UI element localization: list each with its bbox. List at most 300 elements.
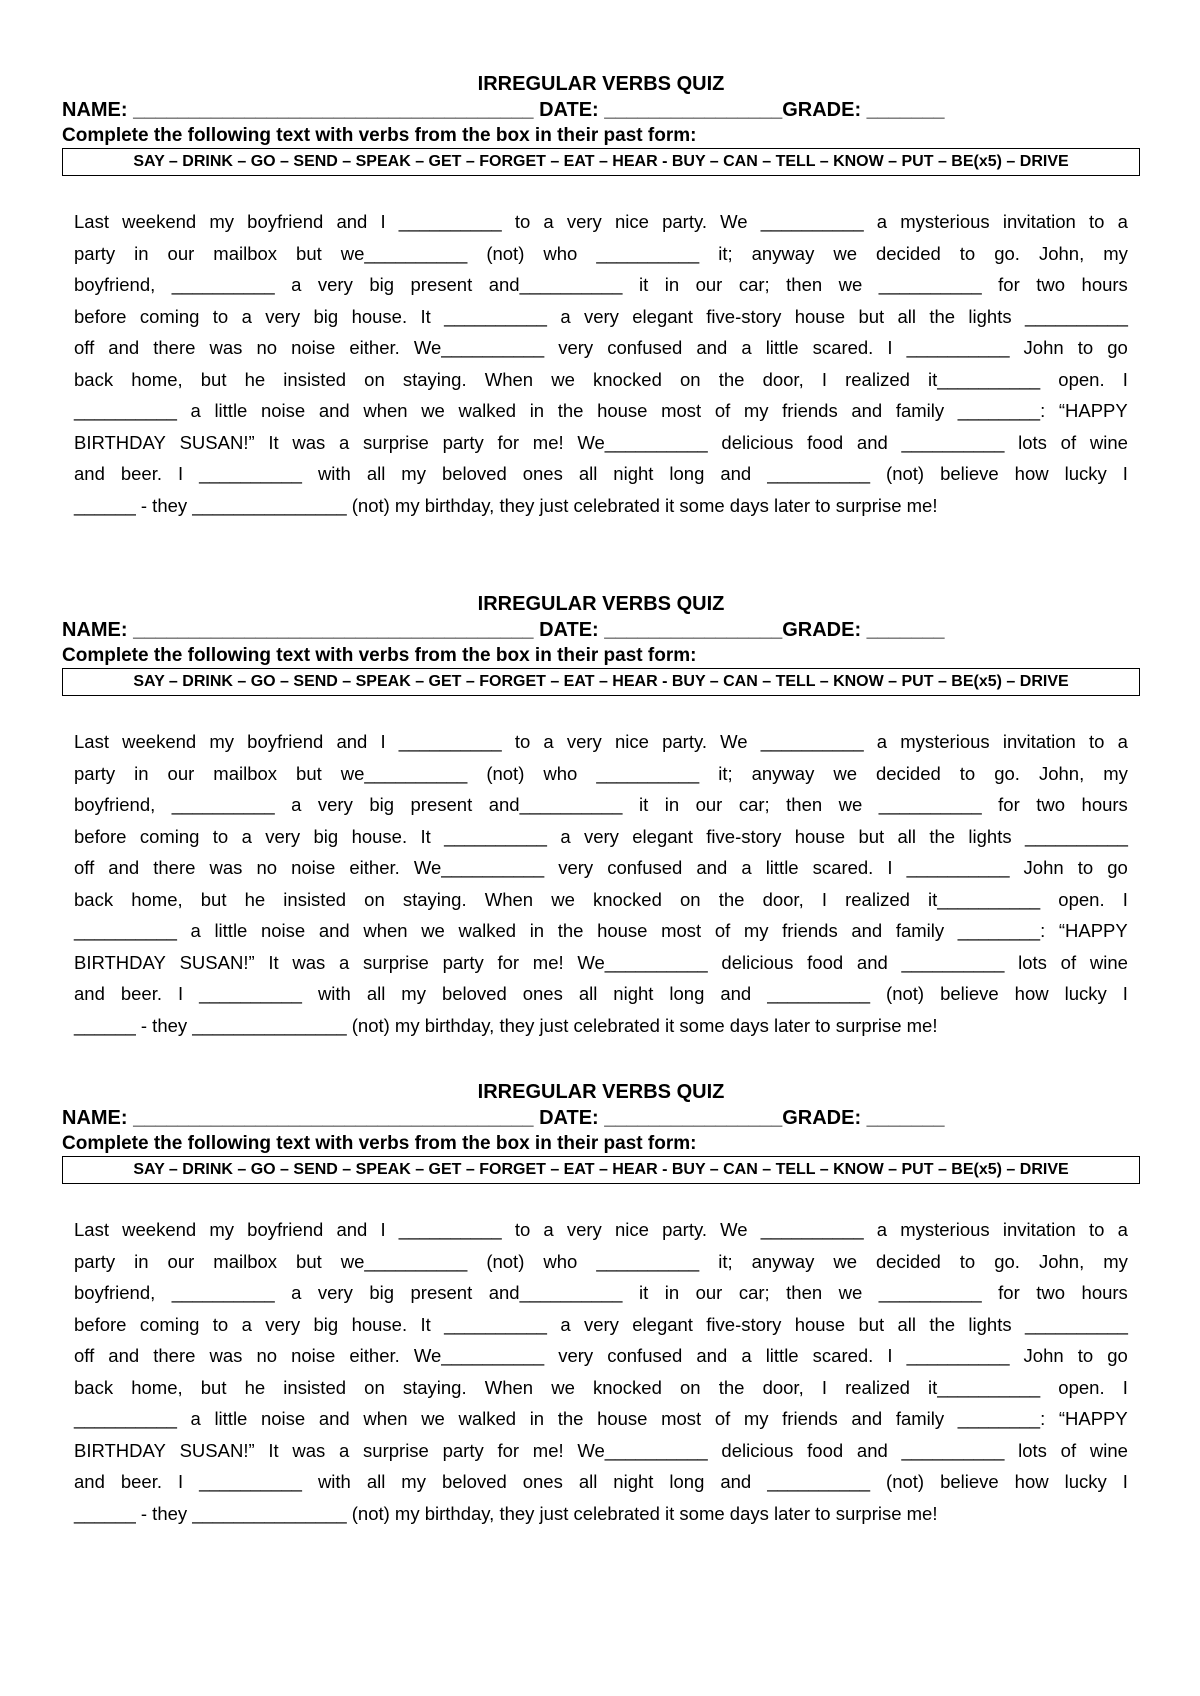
story-word: my	[401, 463, 426, 484]
story-word: surprise	[363, 431, 429, 453]
story-word: ones	[522, 463, 563, 484]
story-word: a	[339, 431, 350, 453]
story-word: BIRTHDAY	[74, 1439, 166, 1461]
story-line	[74, 821, 1128, 853]
story-word: ones	[522, 983, 563, 1004]
story-word: open.	[1058, 368, 1105, 390]
story-word: (not)	[886, 463, 925, 484]
story-word: beloved	[441, 463, 507, 484]
quiz-section	[62, 1080, 1140, 1529]
story-word: coming	[139, 825, 200, 847]
story-word: when	[363, 400, 408, 421]
name-date-grade-line: NAME: ____________________________________ DATE: ________________GRADE: _______	[62, 99, 945, 121]
story-word: was	[209, 857, 243, 878]
story-word: on	[364, 368, 385, 390]
story-word: but	[200, 888, 227, 910]
story-word: boyfriend	[247, 1219, 324, 1240]
story-line	[74, 1340, 1128, 1372]
story-word: realized	[845, 368, 910, 390]
story-word: little	[214, 1408, 248, 1429]
story-word: we	[833, 762, 857, 784]
story-word: knocked	[592, 888, 662, 910]
instructions: Complete the following text with verbs from the box in their past form:	[62, 645, 697, 666]
story-word: very	[317, 274, 353, 295]
story-word: __________	[901, 431, 1005, 453]
story-word: we	[421, 1408, 445, 1429]
story-word: noise	[291, 857, 336, 878]
verb-box: SAY – DRINK – GO – SEND – SPEAK – GET – FORGET – EAT – HEAR - BUY – CAN – TELL – KNOW – PUT – BE(x5) – DRIVE	[62, 148, 1140, 176]
story-word: to	[1077, 857, 1094, 878]
name-date-grade-line: NAME: ____________________________________ DATE: ________________GRADE: _______	[62, 619, 945, 641]
story-word: weekend	[122, 1219, 197, 1240]
story-word: We__________	[413, 1345, 545, 1366]
story-word: to	[1089, 731, 1105, 752]
story-word: __________	[444, 305, 547, 327]
story-word: we	[551, 888, 575, 910]
story-word: food	[807, 431, 844, 453]
story-word: I	[1122, 1376, 1128, 1398]
story-word: __________	[444, 825, 547, 847]
story-word: little	[214, 400, 248, 421]
story-word: lots	[1018, 431, 1047, 453]
story-word: I	[1122, 983, 1128, 1004]
story-word: present	[410, 1282, 473, 1303]
story-word: family	[895, 400, 945, 421]
story-word: __________	[398, 731, 502, 752]
story-word: __________	[1024, 825, 1128, 847]
story-word: it__________	[928, 368, 1041, 390]
story-word: When	[484, 368, 534, 390]
story-word: __________	[906, 857, 1010, 878]
story-word: lots	[1018, 1439, 1047, 1461]
story-word: I	[177, 1471, 184, 1492]
story-word: invitation	[1002, 1219, 1076, 1240]
story-word: all	[578, 983, 598, 1004]
story-word: We__________	[577, 1439, 708, 1461]
story-word: a	[741, 1345, 752, 1366]
story-word: long	[669, 463, 705, 484]
story-word: either.	[349, 337, 400, 358]
story-word: to	[212, 825, 229, 847]
story-word: and	[336, 211, 368, 232]
story-word: a	[876, 731, 888, 752]
story-word: the	[718, 1376, 745, 1398]
story-word: night	[613, 463, 654, 484]
story-word: and	[851, 920, 883, 941]
instructions: Complete the following text with verbs from the box in their past form:	[62, 1133, 697, 1154]
story-word: to	[1089, 1219, 1105, 1240]
story-word: I	[177, 463, 184, 484]
story-word: with	[317, 983, 351, 1004]
story-word: I	[380, 1219, 386, 1240]
story-word: John	[1023, 337, 1064, 358]
story-word: to	[514, 211, 531, 232]
story-word: We	[720, 731, 748, 752]
story-word: how	[1014, 463, 1049, 484]
story-word: family	[895, 1408, 945, 1429]
story-word: __________	[878, 794, 982, 815]
story-word: open.	[1058, 888, 1105, 910]
story-word: __________	[199, 1471, 302, 1492]
story-word: we	[838, 794, 863, 815]
story-word: and	[318, 920, 350, 941]
story-line	[74, 1277, 1128, 1309]
story-word: lucky	[1064, 983, 1107, 1004]
story-word: It	[268, 951, 279, 973]
story-word: night	[613, 1471, 654, 1492]
story-word: and	[696, 857, 728, 878]
story-word: my	[743, 1408, 769, 1429]
story-word: We__________	[577, 431, 708, 453]
story-line	[74, 427, 1128, 459]
story-word: five-story	[706, 1313, 782, 1335]
story-word: staying.	[402, 1376, 467, 1398]
story-word: mailbox	[213, 762, 278, 784]
story-word: house	[597, 400, 648, 421]
story-word: my	[209, 1219, 235, 1240]
story-word: to	[1077, 1345, 1094, 1366]
story-word: of	[1060, 951, 1077, 973]
story-word: was	[209, 1345, 243, 1366]
story-word: lots	[1018, 951, 1047, 973]
story-word: go	[1107, 857, 1128, 878]
story-word: it	[638, 1282, 649, 1303]
story-word: very	[566, 1219, 602, 1240]
story-word: in	[664, 274, 680, 295]
story-line	[74, 1246, 1128, 1278]
story-word: decided	[875, 762, 941, 784]
story-word: back	[74, 368, 114, 390]
story-word: Last	[74, 731, 109, 752]
story-word: our	[695, 1282, 723, 1303]
story-word: for	[998, 794, 1020, 815]
story-word: to	[212, 305, 229, 327]
story-word: for	[497, 431, 520, 453]
story-word: to	[212, 1313, 229, 1335]
verb-box: SAY – DRINK – GO – SEND – SPEAK – GET – FORGET – EAT – HEAR - BUY – CAN – TELL – KNOW – PUT – BE(x5) – DRIVE	[62, 1156, 1140, 1184]
story-word: lights	[968, 305, 1012, 327]
story-word: when	[363, 1408, 408, 1429]
story-word: friends	[782, 1408, 838, 1429]
story-word: me!	[532, 1439, 564, 1461]
story-word: mysterious	[900, 211, 990, 232]
story-word: anyway	[751, 762, 815, 784]
story-word: was	[209, 337, 243, 358]
story-word: (not)	[886, 1471, 925, 1492]
story-word: I	[1122, 368, 1128, 390]
story-word: and__________	[488, 274, 623, 295]
story-word: house	[597, 1408, 648, 1429]
story-word: big	[313, 825, 339, 847]
story-word: John,	[1038, 242, 1085, 264]
quiz-title: IRREGULAR VERBS QUIZ	[477, 73, 725, 95]
story-word: big	[369, 1282, 395, 1303]
story-word: beloved	[441, 1471, 507, 1492]
story-word: my	[1103, 762, 1128, 784]
story-word: __________	[74, 920, 177, 941]
story-word: ones	[522, 1471, 563, 1492]
story-word: we	[838, 274, 863, 295]
story-word: the	[929, 825, 956, 847]
story-word: hours	[1081, 1282, 1128, 1303]
story-word: family	[895, 920, 945, 941]
story-word: on	[680, 888, 701, 910]
story-word: most	[661, 1408, 702, 1429]
story-word: a	[241, 1313, 252, 1335]
story-word: believe	[940, 463, 999, 484]
story-word: to	[959, 762, 976, 784]
story-word: boyfriend	[247, 211, 324, 232]
story-word: present	[410, 274, 473, 295]
story-word: me!	[532, 951, 564, 973]
story-word: all	[578, 1471, 598, 1492]
story-word: nice	[614, 1219, 649, 1240]
story-word: I	[1122, 888, 1128, 910]
story-word: it__________	[928, 1376, 1041, 1398]
story-word: It	[420, 305, 431, 327]
story-word: __________	[767, 463, 871, 484]
story-word: how	[1014, 1471, 1049, 1492]
story-word: friends	[782, 920, 838, 941]
story-word: __________	[398, 1219, 502, 1240]
story-word: I	[821, 888, 827, 910]
story-word: (not)	[486, 242, 525, 264]
story-word: Last	[74, 211, 109, 232]
story-word: a	[560, 1313, 571, 1335]
story-word: long	[669, 983, 705, 1004]
story-word: surprise	[363, 1439, 429, 1461]
story-word: beer.	[120, 1471, 162, 1492]
story-word: off	[74, 857, 95, 878]
story-word: __________	[444, 1313, 547, 1335]
story-word: a	[876, 211, 888, 232]
story-line	[74, 1214, 1128, 1246]
story-word: all	[897, 305, 917, 327]
story-word: __________	[199, 983, 302, 1004]
story-word: realized	[845, 1376, 910, 1398]
story-word: very	[558, 1345, 594, 1366]
story-word: very	[566, 731, 602, 752]
story-word: anyway	[751, 242, 815, 264]
story-word: but	[296, 1250, 322, 1272]
story-word: who	[543, 762, 578, 784]
story-word: delicious	[721, 431, 794, 453]
story-line	[74, 364, 1128, 396]
story-word: surprise	[363, 951, 429, 973]
story-word: present	[410, 794, 473, 815]
story-word: for	[998, 1282, 1020, 1303]
story-word: a	[291, 794, 302, 815]
story-word: but	[200, 368, 227, 390]
story-word: most	[661, 400, 702, 421]
story-word: party.	[662, 731, 707, 752]
story-paragraph	[62, 1214, 1140, 1529]
story-word: __________	[171, 1282, 275, 1303]
story-word: to	[1077, 337, 1094, 358]
story-word: and	[336, 731, 368, 752]
story-word: __________	[760, 731, 864, 752]
story-line	[74, 852, 1128, 884]
story-word: my	[1103, 1250, 1128, 1272]
story-word: two	[1036, 1282, 1066, 1303]
story-word: It	[420, 825, 431, 847]
story-line	[74, 1435, 1128, 1467]
story-word: __________	[199, 463, 302, 484]
story-word: __________	[767, 983, 871, 1004]
story-word: in	[529, 400, 545, 421]
story-word: for	[497, 951, 520, 973]
story-word: very	[317, 1282, 353, 1303]
story-word: lights	[968, 825, 1012, 847]
story-word: in	[134, 762, 149, 784]
story-word: go	[1107, 1345, 1128, 1366]
story-word: long	[669, 1471, 705, 1492]
story-word: __________	[878, 274, 982, 295]
story-word: all	[897, 825, 917, 847]
story-word: the	[718, 888, 745, 910]
story-line	[74, 1403, 1128, 1435]
story-word: mysterious	[900, 1219, 990, 1240]
story-word: believe	[940, 983, 999, 1004]
story-word: wine	[1089, 431, 1128, 453]
story-word: very	[583, 825, 619, 847]
story-word: invitation	[1002, 211, 1076, 232]
story-word: mailbox	[213, 1250, 278, 1272]
story-word: all	[578, 463, 598, 484]
story-word: door,	[762, 368, 804, 390]
story-word: ________:	[957, 920, 1046, 941]
story-word: he	[244, 888, 266, 910]
story-line	[74, 884, 1128, 916]
story-word: to	[1089, 211, 1105, 232]
story-word: there	[153, 857, 196, 878]
story-word: I	[887, 337, 893, 358]
story-word: __________	[878, 1282, 982, 1303]
story-word: weekend	[122, 731, 197, 752]
story-word: and__________	[488, 1282, 623, 1303]
story-word: then	[786, 1282, 823, 1303]
story-word: We	[720, 211, 748, 232]
story-word: lucky	[1064, 1471, 1107, 1492]
story-word: was	[292, 1439, 326, 1461]
story-word: to	[959, 242, 976, 264]
story-line	[74, 978, 1128, 1010]
story-word: delicious	[721, 951, 794, 973]
story-word: I	[380, 211, 386, 232]
story-word: it;	[718, 242, 733, 264]
story-word: on	[680, 368, 701, 390]
story-word: walked	[458, 400, 517, 421]
story-word: and	[74, 1471, 105, 1492]
story-word: very	[265, 305, 301, 327]
story-word: he	[244, 1376, 266, 1398]
story-word: When	[484, 888, 534, 910]
story-word: walked	[458, 1408, 517, 1429]
story-word: the	[557, 920, 584, 941]
story-word: to	[959, 1250, 976, 1272]
story-word: scared.	[812, 337, 874, 358]
story-word: and	[74, 983, 105, 1004]
story-word: food	[807, 951, 844, 973]
story-word: a	[241, 825, 252, 847]
story-word: John,	[1038, 1250, 1085, 1272]
story-word: party.	[662, 1219, 707, 1240]
story-word: __________	[1024, 1313, 1128, 1335]
story-word: Last	[74, 1219, 109, 1240]
story-line	[74, 1466, 1128, 1498]
story-word: party.	[662, 211, 707, 232]
story-word: and	[720, 463, 752, 484]
story-word: before	[74, 1313, 127, 1335]
story-word: a	[190, 920, 201, 941]
story-word: we	[421, 920, 445, 941]
story-word: in	[664, 1282, 680, 1303]
story-word: __________	[906, 1345, 1010, 1366]
story-word: on	[364, 888, 385, 910]
story-word: a	[543, 731, 554, 752]
quiz-section	[62, 592, 1140, 1041]
story-word: a	[339, 951, 350, 973]
story-word: party	[442, 1439, 484, 1461]
story-word: house.	[351, 1313, 408, 1335]
story-paragraph	[62, 206, 1140, 521]
story-word: was	[292, 431, 326, 453]
story-word: We__________	[413, 857, 545, 878]
story-word: confused	[607, 1345, 683, 1366]
story-word: two	[1036, 274, 1066, 295]
story-word: a	[1117, 1219, 1128, 1240]
story-word: boyfriend,	[74, 794, 156, 815]
story-word: very	[265, 1313, 301, 1335]
story-line	[74, 789, 1128, 821]
story-word: (not)	[486, 762, 525, 784]
story-paragraph	[62, 726, 1140, 1041]
story-word: beer.	[120, 463, 162, 484]
story-word: very	[558, 337, 594, 358]
story-word: it	[638, 794, 649, 815]
story-word: no	[256, 337, 278, 358]
story-word: party	[74, 762, 116, 784]
story-word: house	[597, 920, 648, 941]
story-word: house	[794, 825, 846, 847]
story-word: noise	[291, 337, 336, 358]
story-word: hours	[1081, 274, 1128, 295]
story-word: I	[1122, 463, 1128, 484]
story-word: in	[529, 920, 545, 941]
story-word: go.	[994, 242, 1020, 264]
story-word: go	[1107, 337, 1128, 358]
story-word: “HAPPY	[1058, 920, 1128, 941]
story-word: we	[833, 1250, 857, 1272]
story-word: five-story	[706, 305, 782, 327]
story-line	[74, 395, 1128, 427]
story-word: for	[998, 274, 1020, 295]
story-word: believe	[940, 1471, 999, 1492]
story-word: we__________	[340, 1250, 468, 1272]
story-word: nice	[614, 211, 649, 232]
story-word: (not)	[486, 1250, 525, 1272]
story-line	[74, 947, 1128, 979]
story-word: go.	[994, 762, 1020, 784]
story-word: to	[514, 731, 531, 752]
story-word: party	[442, 431, 484, 453]
story-word: two	[1036, 794, 1066, 815]
story-word: me!	[532, 431, 564, 453]
story-word: very	[566, 211, 602, 232]
story-word: in	[529, 1408, 545, 1429]
story-word: door,	[762, 888, 804, 910]
story-word: very	[317, 794, 353, 815]
